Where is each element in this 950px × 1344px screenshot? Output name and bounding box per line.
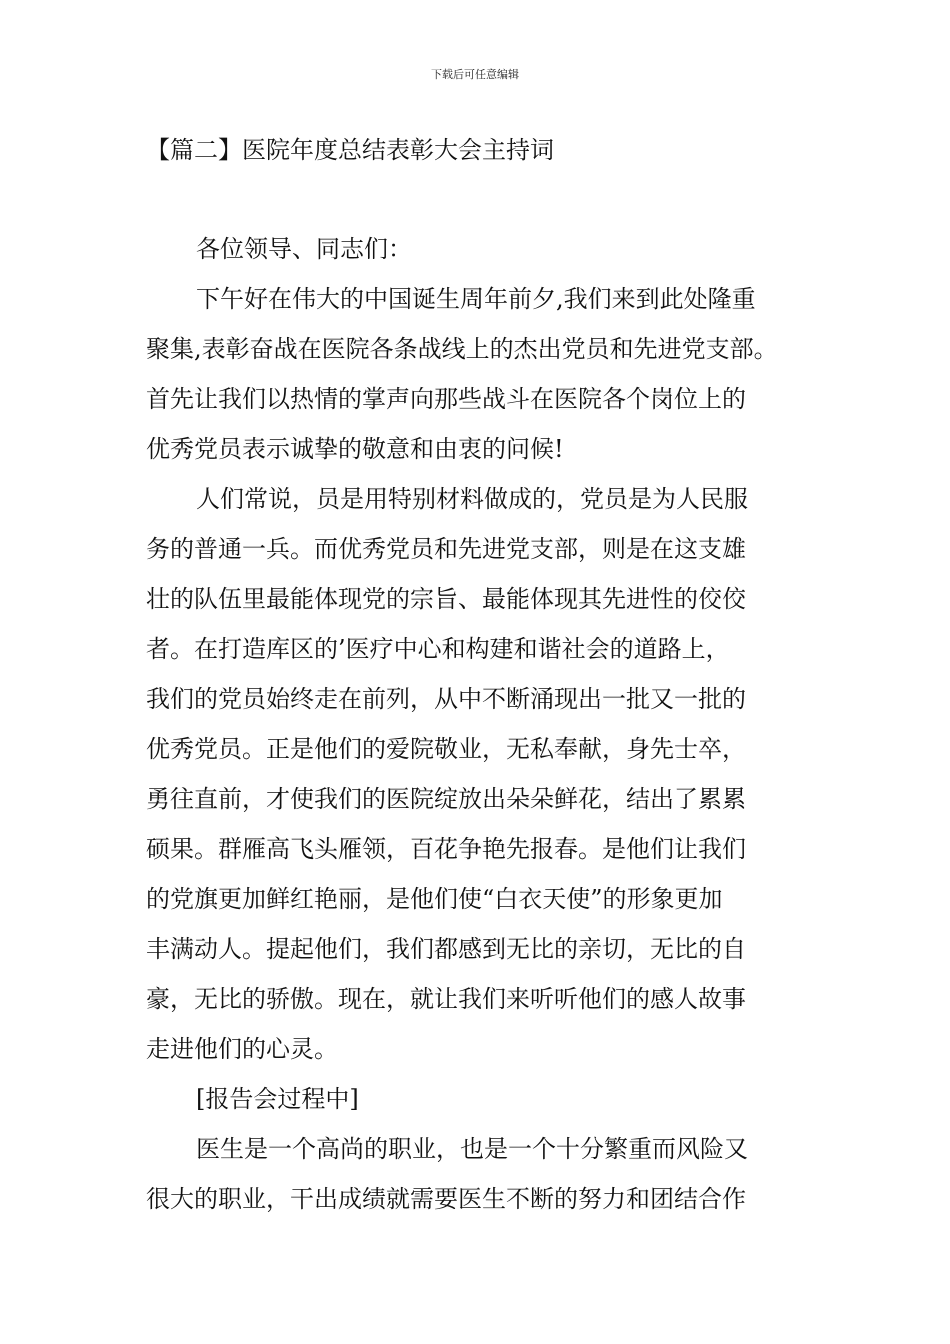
paragraph-line: 聚集,表彰奋战在医院各条战线上的杰出党员和先进党支部。 <box>146 335 778 363</box>
paragraph-line: 医生是一个高尚的职业，也是一个十分繁重而风险又 <box>196 1135 748 1163</box>
paragraph-line: 务的普通一兵。而优秀党员和先进党支部，则是在这支雄 <box>146 535 746 563</box>
document-body <box>146 224 826 1224</box>
paragraph-line: 首先让我们以热情的掌声向那些战斗在医院各个岗位上的 <box>146 385 746 413</box>
paragraph-line: 丰满动人。提起他们，我们都感到无比的亲切，无比的自 <box>146 935 746 963</box>
paragraph-line: 者。在打造库区的’医疗中心和构建和谐社会的道路上， <box>146 635 730 663</box>
paragraph-line: 各位领导、同志们： <box>196 235 412 263</box>
paragraph-line: 我们的党员始终走在前列，从中不断涌现出一批又一批的 <box>146 685 746 713</box>
paragraph-line: 勇往直前，才使我们的医院绽放出朵朵鲜花，结出了累累 <box>146 785 746 813</box>
paragraph-line: 很大的职业，干出成绩就需要医生不断的努力和团结合作 <box>146 1185 746 1213</box>
document-title: 【篇二】医院年度总结表彰大会主持词 <box>146 136 554 164</box>
paragraph-line: 豪，无比的骄傲。现在，就让我们来听听他们的感人故事 <box>146 985 746 1013</box>
paragraph-line: 人们常说，员是用特别材料做成的，党员是为人民服 <box>196 485 748 513</box>
paragraph-line: 硕果。群雁高飞头雁领，百花争艳先报春。是他们让我们 <box>146 835 746 863</box>
paragraph-line: 优秀党员。正是他们的爱院敬业，无私奉献，身先士卒， <box>146 735 746 763</box>
header-note: 下载后可任意编辑 <box>431 68 519 81</box>
paragraph-line: 下午好在伟大的中国诞生周年前夕,我们来到此处隆重 <box>196 285 756 313</box>
paragraph-line: 走进他们的心灵。 <box>146 1035 338 1063</box>
paragraph-line: 优秀党员表示诚挚的敬意和由衷的问候! <box>146 435 564 463</box>
paragraph-line: [报告会过程中] <box>196 1085 359 1113</box>
paragraph-line: 的党旗更加鲜红艳丽，是他们使“白衣天使”的形象更加 <box>146 885 723 913</box>
paragraph-line: 壮的队伍里最能体现党的宗旨、最能体现其先进性的佼佼 <box>146 585 746 613</box>
